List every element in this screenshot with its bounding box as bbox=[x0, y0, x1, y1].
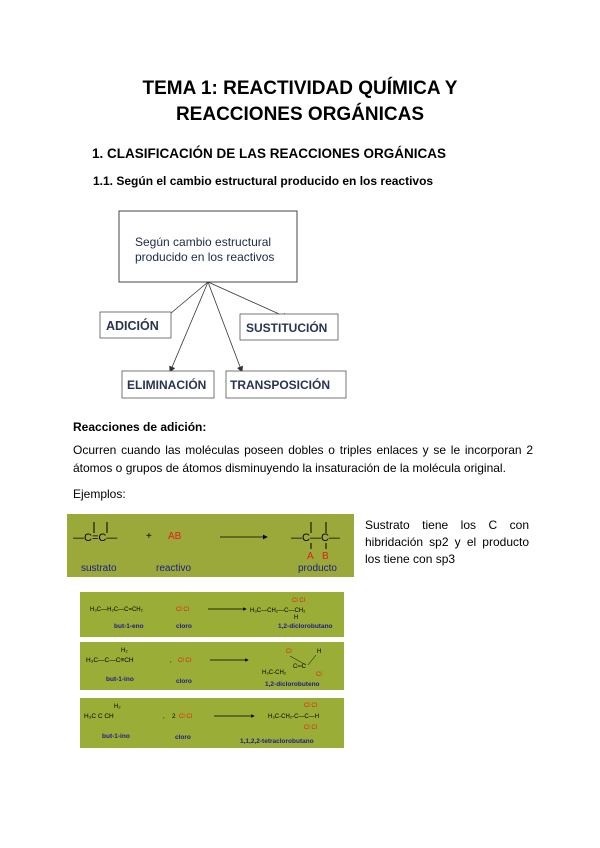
ex1-product-name: 1,2-diclorobutano bbox=[278, 623, 333, 630]
product-a: A bbox=[307, 551, 314, 562]
product-formula: —C—C— bbox=[291, 532, 340, 544]
ex2-product-cl-top: Cl bbox=[286, 649, 292, 655]
ex1-reagent-name: cloro bbox=[176, 623, 192, 630]
ex3-reactant-name: but-1-ino bbox=[102, 733, 130, 740]
ex2-product-h: H bbox=[317, 649, 322, 655]
ex1-product: H₃C—CH₂—C—CH₂ bbox=[250, 608, 306, 614]
ex1-reactant-name: but-1-eno bbox=[114, 623, 144, 630]
substrate-formula: —C=C— bbox=[73, 532, 118, 544]
examples-label: Ejemplos: bbox=[73, 487, 126, 501]
ex1-reactant: H₃C—H₂C—C=CH₂ bbox=[90, 607, 143, 613]
label-reactivo: reactivo bbox=[156, 563, 192, 574]
ex1-reagent: Cl Cl bbox=[176, 607, 189, 613]
example-2-panel bbox=[80, 642, 344, 690]
ex3-reactant-h: H₂ bbox=[114, 704, 121, 710]
ex3-reagent: Cl Cl bbox=[179, 714, 192, 720]
ex2-cc: C═C bbox=[293, 664, 306, 670]
reagent-ab: AB bbox=[168, 531, 182, 542]
ex3-comma: , bbox=[163, 714, 165, 720]
ex2-reactant: H₃C—C—C≡CH bbox=[86, 657, 134, 664]
ex3-product-cl-top: Cl Cl bbox=[304, 703, 317, 709]
eliminacion-label: ELIMINACIÓN bbox=[127, 378, 207, 392]
ex3-product: H₃C-CH₂-C—C—H bbox=[268, 714, 320, 720]
ex3-coef: 2 bbox=[172, 713, 176, 720]
label-producto: producto bbox=[298, 563, 337, 574]
ex2-product: H₃C-CH₂ bbox=[262, 670, 287, 676]
subsection-heading: 1.1. Según el cambio estructural producido en los reactivos bbox=[93, 174, 434, 188]
title-line-1: TEMA 1: REACTIVIDAD QUÍMICA Y bbox=[142, 78, 458, 99]
side-note: Sustrato tiene los C con hibridación sp2 y el producto los tiene con sp3 bbox=[365, 518, 529, 566]
product-b: B bbox=[322, 551, 329, 562]
ex1-product-h: H bbox=[294, 615, 299, 621]
ex1-product-cl: Cl Cl bbox=[292, 598, 305, 604]
classification-diagram bbox=[90, 205, 370, 405]
sustitucion-label: SUSTITUCIÓN bbox=[246, 321, 328, 335]
example-3-panel bbox=[80, 698, 344, 748]
addition-scheme-panel bbox=[67, 514, 354, 577]
addition-paragraph: Ocurren cuando las moléculas poseen dobles o triples enlaces y se le incorporan 2 átomos o grupos de átomos disminuyendo la insaturación de la molécula original. bbox=[73, 443, 533, 475]
ex2-reactant-name: but-1-ino bbox=[106, 676, 134, 683]
ex2-product-cl-bottom: Cl bbox=[316, 672, 322, 678]
ex3-product-name: 1,1,2,2-tetraclorobutano bbox=[240, 738, 314, 745]
transposicion-label: TRANSPOSICIÓN bbox=[230, 378, 331, 392]
title-line-2: REACCIONES ORGÁNICAS bbox=[175, 104, 425, 125]
root-label-1: Según cambio estructural bbox=[135, 235, 272, 249]
ex2-product-name: 1,2-diclorobuteno bbox=[265, 681, 320, 688]
addition-heading: Reacciones de adición: bbox=[73, 420, 207, 434]
ex2-reagent-name: cloro bbox=[176, 678, 192, 685]
plus-sign: + bbox=[146, 531, 152, 542]
ex3-reagent-name: cloro bbox=[175, 734, 191, 741]
ex2-reactant-h: H₂ bbox=[121, 648, 128, 654]
example-1-panel bbox=[80, 592, 344, 637]
page-title bbox=[0, 76, 600, 128]
section-heading: 1. CLASIFICACIÓN DE LAS REACCIONES ORGÁNICAS bbox=[92, 146, 447, 161]
root-label-2: producido en los reactivos bbox=[135, 250, 275, 264]
label-sustrato: sustrato bbox=[81, 563, 117, 574]
ex3-reactant: H₃C C CH bbox=[84, 713, 114, 720]
ex2-comma: , bbox=[170, 658, 172, 664]
ex2-reagent: Cl Cl bbox=[178, 658, 191, 664]
ex3-product-cl-bottom: Cl Cl bbox=[304, 725, 317, 731]
adicion-label: ADICIÓN bbox=[106, 319, 159, 333]
